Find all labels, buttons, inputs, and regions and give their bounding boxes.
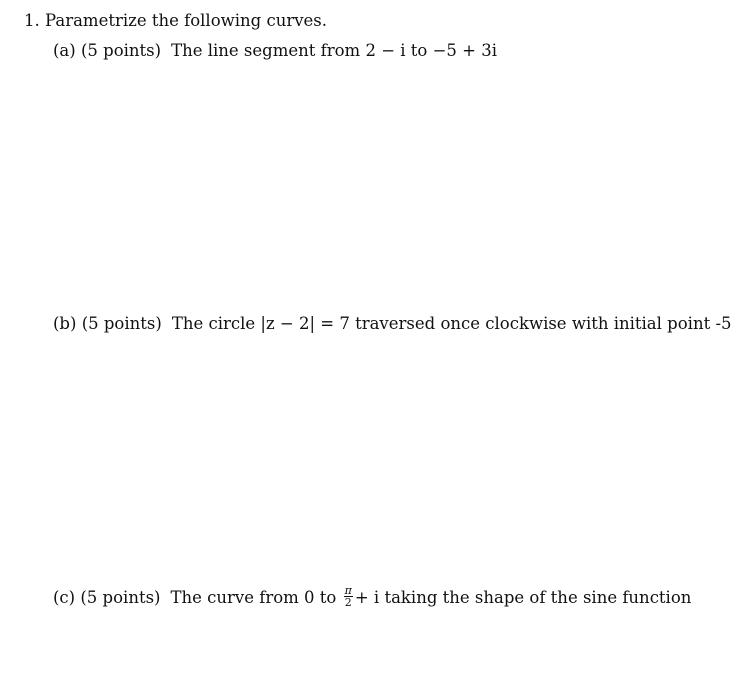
fraction-numerator: π — [344, 584, 352, 597]
part-c-fraction — [344, 585, 353, 608]
question-title — [24, 11, 327, 31]
part-b-label: (b) — [53, 314, 77, 333]
part-b — [53, 314, 732, 334]
part-c-expr: + i — [354, 588, 380, 607]
part-c-points: (5 points) — [80, 588, 161, 607]
part-a-label: (a) — [53, 41, 76, 60]
part-c-text-after: taking the shape of the sine function — [379, 588, 692, 607]
fraction-denominator: 2 — [344, 596, 352, 609]
part-a-text: The line segment from — [171, 41, 366, 60]
part-b-circle-equation: |z − 2| = 7 — [260, 314, 350, 333]
part-a-start-point: 2 − i — [365, 41, 406, 60]
part-c — [53, 584, 692, 610]
part-b-text: The circle — [171, 314, 261, 333]
part-c-label: (c) — [53, 588, 76, 607]
part-a-end-point: −5 + 3i — [432, 41, 498, 60]
part-a-points: (5 points) — [80, 41, 162, 60]
part-a — [53, 41, 497, 61]
part-c-text: The curve from 0 to — [170, 588, 342, 607]
part-a-connector: to — [405, 41, 433, 60]
part-b-text-after: traversed once clockwise with initial point -5 — [349, 314, 732, 333]
part-b-points: (5 points) — [81, 314, 162, 333]
question-number: 1. — [24, 11, 40, 30]
question-text: Parametrize the following curves. — [45, 11, 328, 30]
